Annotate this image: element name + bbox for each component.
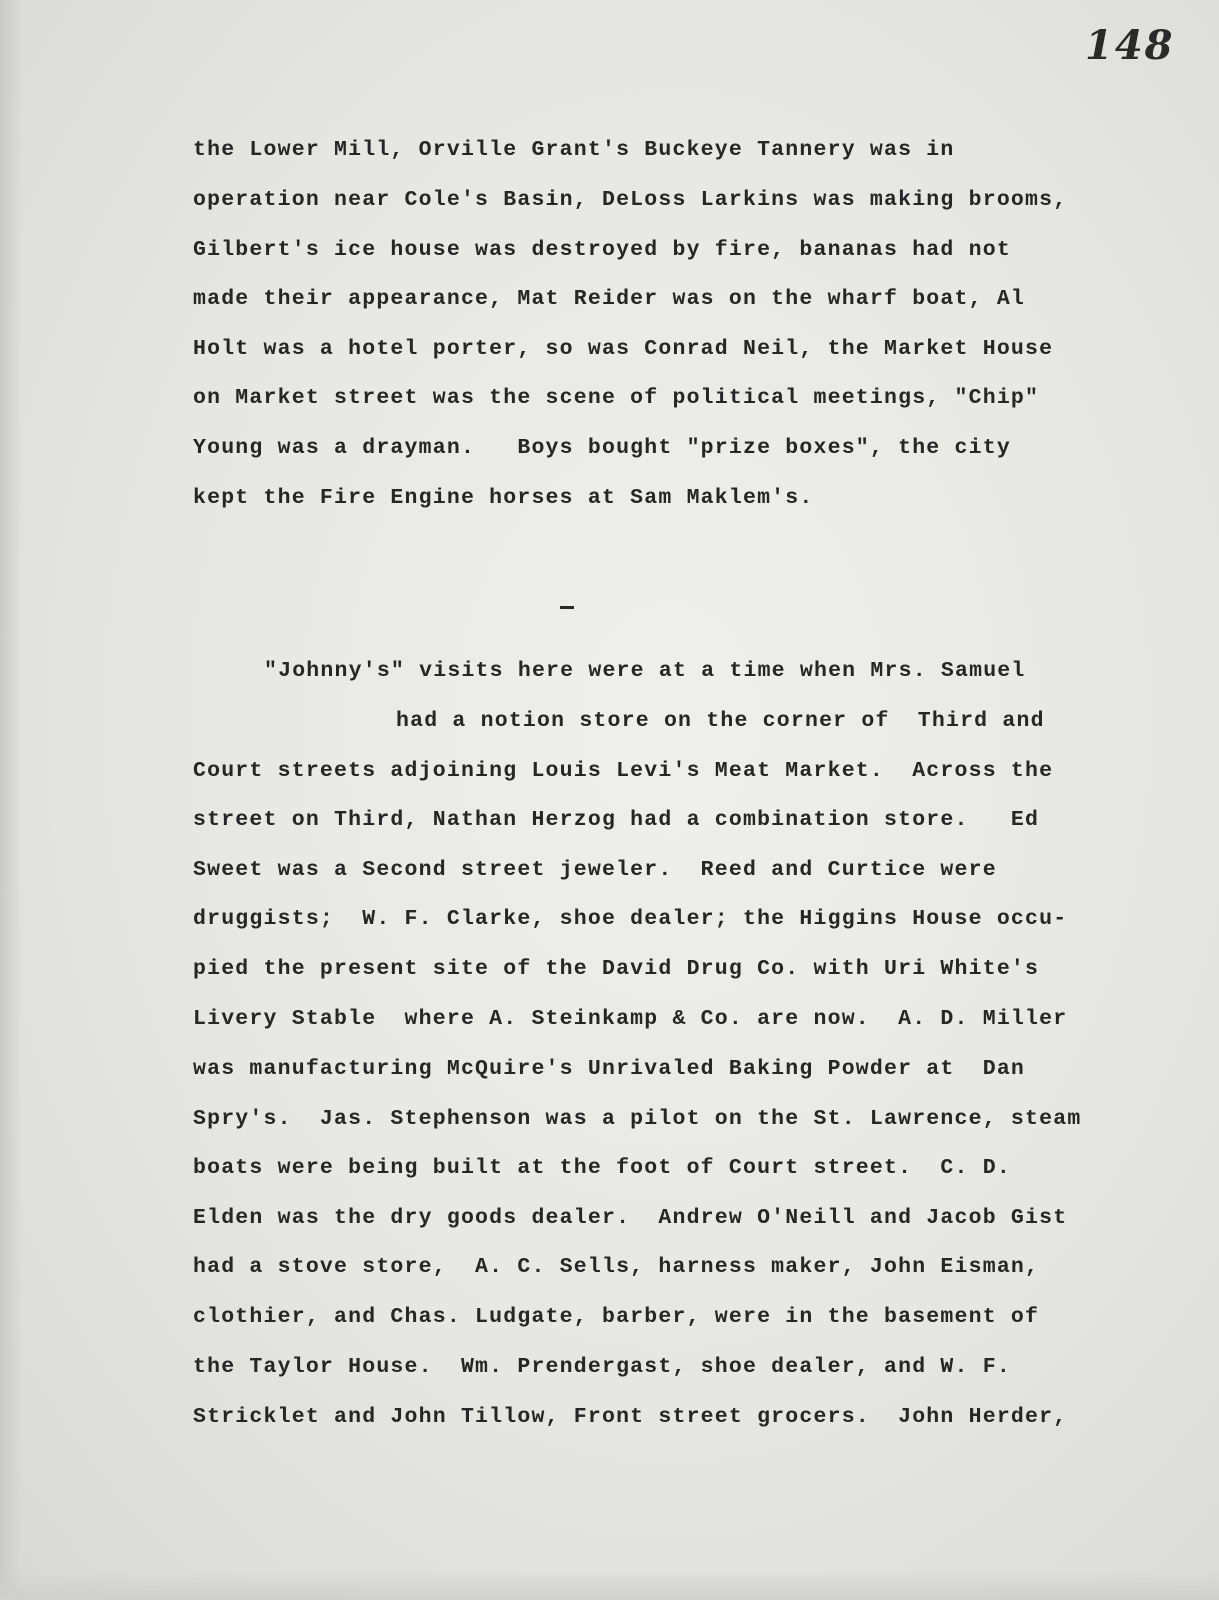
page-edge-shadow-bottom: [0, 1570, 1219, 1600]
paragraph-2-line-9: was manufacturing McQuire's Unrivaled Baking Powder at Dan: [193, 1057, 1026, 1081]
paragraph-2-line-14: clothier, and Chas. Ludgate, barber, were in the basement of: [193, 1305, 1040, 1329]
paragraph-2-line-15: the Taylor House. Wm. Prendergast, shoe dealer, and W. F.: [193, 1355, 1011, 1379]
paragraph-1-line-4: made their appearance, Mat Reider was on the wharf boat, Al: [193, 287, 1026, 311]
paragraph-1-line-2: operation near Cole's Basin, DeLoss Larkins was making brooms,: [193, 188, 1068, 212]
paragraph-2-line-5: Sweet was a Second street jeweler. Reed and Curtice were: [193, 858, 997, 882]
paragraph-1-line-3: Gilbert's ice house was destroyed by fire, bananas had not: [193, 238, 1011, 262]
paragraph-2-line-8: Livery Stable where A. Steinkamp & Co. are now. A. D. Miller: [193, 1007, 1068, 1031]
paragraph-2-line-11: boats were being built at the foot of Court street. C. D.: [193, 1156, 1011, 1180]
paragraph-2-line-12: Elden was the dry goods dealer. Andrew O'Neill and Jacob Gist: [193, 1206, 1068, 1230]
paragraph-1-line-8: kept the Fire Engine horses at Sam Maklem's.: [193, 486, 814, 510]
paragraph-2-line-7: pied the present site of the David Drug Co. with Uri White's: [193, 957, 1040, 981]
paragraph-2-line-10: Spry's. Jas. Stephenson was a pilot on the St. Lawrence, steam: [193, 1107, 1082, 1131]
paragraph-2-line-4: street on Third, Nathan Herzog had a combination store. Ed: [193, 808, 1040, 832]
paragraph-2-line-1: "Johnny's" visits here were at a time when Mrs. Samuel: [264, 659, 1026, 683]
paragraph-1-line-6: on Market street was the scene of political meetings, "Chip": [193, 386, 1040, 410]
paragraph-2-line-2: had a notion store on the corner of Third and: [396, 709, 1045, 733]
section-divider-dash: [560, 606, 574, 609]
paragraph-2-line-13: had a stove store, A. C. Sells, harness maker, John Eisman,: [193, 1255, 1040, 1279]
paragraph-2-line-3: Court streets adjoining Louis Levi's Meat Market. Across the: [193, 759, 1054, 783]
paragraph-2-line-6: druggists; W. F. Clarke, shoe dealer; the Higgins House occu-: [193, 907, 1068, 931]
paragraph-1-line-7: Young was a drayman. Boys bought "prize boxes", the city: [193, 436, 1011, 460]
paragraph-2-line-16: Stricklet and John Tillow, Front street grocers. John Herder,: [193, 1405, 1068, 1429]
page-edge-shadow-left: [0, 0, 22, 1600]
paragraph-1-line-5: Holt was a hotel porter, so was Conrad Neil, the Market House: [193, 337, 1054, 361]
handwritten-page-number: 148: [1085, 22, 1175, 69]
paragraph-1-line-1: the Lower Mill, Orville Grant's Buckeye Tannery was in: [193, 138, 955, 162]
